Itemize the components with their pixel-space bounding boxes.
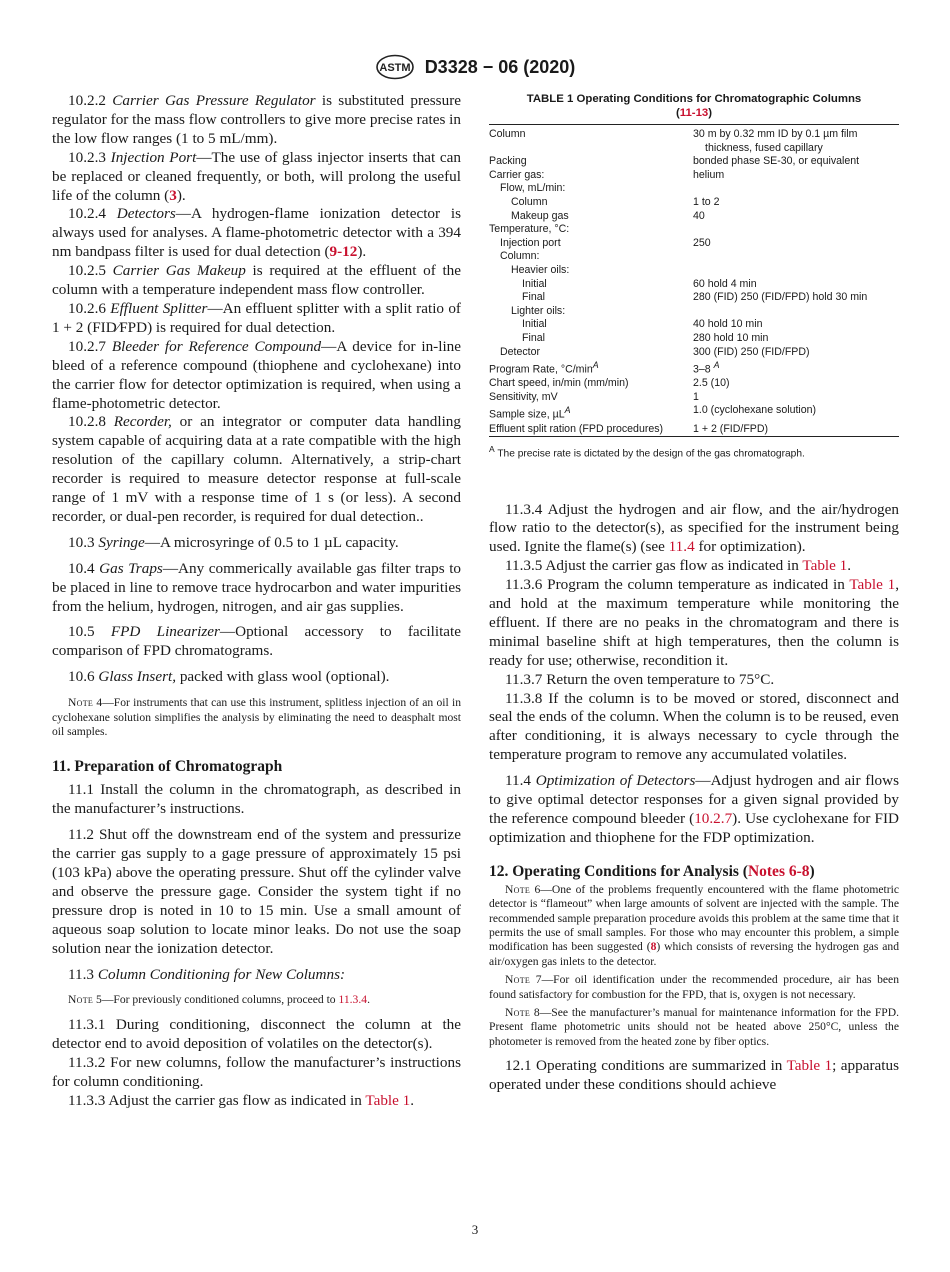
para-11-2: 11.2 Shut off the downstream end of the system and pressurize the carrier gas supply to a gage pressure of approximately 15 psi (103 kPa) above the operating pressure. Shut off the cylinder valve and observe the pressure gage. Consider the system tight if no pressure drop is noted in 10 to 15 min. Use a small amount of aqueous soap solution to locate minor leaks. Do not use the soap solution near the ionization detector. (52, 826, 461, 957)
table-row (489, 223, 899, 237)
table-row (489, 404, 899, 422)
note-6: Note 6—One of the problems frequently encountered with the flame photometric detector is “flameout” when large amounts of solvent are injected with the sample. The recommended sample preparation procedure avoids this problem at the same time that it permits the use of small samples. For those who may encounter this problem, a simple modification has been suggested (8) which consists of reversing the hydrogen gas and air/oxygen gas inlets to the detector. (489, 882, 899, 968)
table-1-footnote: $^A$ The precise rate is dictated by the design of the gas chromatograph. (489, 444, 805, 460)
table-cell-label: Final (522, 291, 545, 304)
table-cell-label: Initial (522, 318, 547, 331)
para-11-1: 11.1 Install the column in the chromatograph, as described in the manufacturer’s instructions. (52, 781, 461, 818)
para-11-3-1: 11.3.1 During conditioning, disconnect the column at the detector end to avoid deposition of volatiles on the detector(s). (52, 1015, 461, 1052)
section-11-heading: 11. Preparation of Chromatograph (52, 758, 283, 776)
document-id: D3328 − 06 (2020) (424, 56, 576, 77)
table-cell-value: 1 (693, 390, 699, 403)
table-row (489, 359, 899, 377)
section-12-heading: 12. Operating Conditions for Analysis (Notes 6-8) (489, 862, 815, 880)
para-11-3-8: 11.3.8 If the column is to be moved or stored, disconnect and seal the ends of the column. When the column is to be reused, even after conditioning, it is always necessary to cycle through the temperature program to remove any accumulated volatiles. (489, 689, 899, 764)
note-8: Note 8—See the manufacturer’s manual for maintenance information for the FPD. Present flame photometric units should not be heated above 250°C, unless the photometer is removed from the heated zone by fiber optics. (489, 1006, 899, 1048)
table-row (489, 278, 899, 292)
para-10-3: 10.3 Syringe—A microsyringe of 0.5 to 1 µL capacity. (68, 533, 399, 551)
table-1-caption: TABLE 1 Operating Conditions for Chromatographic Columns (11-13) (526, 93, 862, 119)
table-cell-label: Makeup gas (511, 209, 569, 222)
para-10-4: 10.4 Gas Traps—Any commerically available gas filter traps to be placed in line to remove trace hydrocarbon and water impurities from the helium, hydrogen, nitrogen, and air gas supplies. (52, 559, 462, 615)
para-11-3-6: 11.3.6 Program the column temperature as indicated in Table 1, and hold at the maximum temperature while monitoring the effluent. If there are no peaks in the chromatogram and there is minimal baseline shift at high temperatures, then the column is ready for use; otherwise, recondition it. (489, 576, 899, 669)
table-cell-label: Program Rate, $^\circ C/\min^A$ (489, 360, 599, 376)
para-10-2-8: 10.2.8 Recorder, or an integrator or computer data handling system capable of acquiring data at a rate compatible with the high resolution of the capillary column. Alternatively, a strip-chart recorder is required to measure detector response at full-scale range of 1 mV with a response time of 1 s (or less). A second recorder, or dual-pen recorder, is required for dual detection.. (52, 413, 461, 525)
table-link[interactable]: Table 1 (786, 1057, 833, 1075)
table-row (489, 169, 899, 183)
para-10-2-7: 10.2.7 Bleeder for Reference Compound—A device for in-line bleed of a reference compound (thiophene and cyclohexane) into the carrier flow for detector optimization is required, when using a flame-photometric detector. (52, 337, 461, 412)
table-cell-value: 300 (FID) 250 (FID/FPD) (693, 345, 810, 358)
table-cell-label: Final (522, 331, 545, 344)
table-cell-label: Effluent split ration (FPD procedures) (489, 423, 691, 437)
table-cell-label: Column: (500, 250, 540, 263)
svg-text:ASTM: ASTM (379, 62, 411, 74)
table-row (489, 332, 899, 346)
right-column (489, 92, 899, 1095)
table-row (489, 305, 899, 319)
table-row (489, 237, 899, 251)
citation-link[interactable]: 8 (650, 940, 657, 954)
table-cell-label: Detector (500, 345, 541, 358)
table-cell-label: Carrier gas: (489, 168, 545, 181)
page-header (0, 54, 950, 80)
table-cell-value: 3–8 $^A$ (693, 360, 720, 376)
table-cell-label: Flow, mL/min: (500, 182, 566, 195)
para-10-6: 10.6 Glass Insert, packed with glass wool (optional). (68, 668, 390, 686)
note-4: Note 4—For instruments that can use this instrument, splitless injection of an oil in cyclohexane solution simplifies the analysis by eliminating the need to deasphalt most oil samples. (52, 696, 461, 738)
table-row (489, 391, 899, 405)
table-cell-value: 280 hold 10 min (693, 331, 769, 344)
astm-logo-icon (375, 54, 415, 80)
table-row (489, 264, 899, 278)
table-cell-label: Lighter oils: (511, 304, 566, 317)
para-10-2-2: 10.2.2 Carrier Gas Pressure Regulator is substituted pressure regulator for the mass flow controllers to give more precise rates in the low flow ranges (1 to 5 mL/mm). (52, 92, 461, 147)
para-10-2-6: 10.2.6 Effluent Splitter—An effluent splitter with a split ratio of 1 + 2 (FID⁄FPD) is required for dual detection. (52, 299, 461, 336)
table-cell-value: 30 m by 0.32 mm ID by 0.1 µm film thickness, fused capillary (691, 125, 899, 156)
table-cell-value: 2.5 (10) (693, 377, 730, 390)
table-cell-value: helium (693, 168, 725, 181)
citation-link[interactable]: 9-12 (329, 243, 358, 261)
table-cell-value: 40 hold 10 min (693, 318, 763, 331)
table-cell-value (691, 182, 899, 196)
table-cell-label: Heavier oils: (511, 263, 570, 276)
table-cell-label: Initial (522, 277, 547, 290)
table-row (489, 182, 899, 196)
table-cell-label: Column (511, 195, 548, 208)
table-cell-label: Temperature, °C: (489, 223, 570, 236)
left-column (52, 92, 461, 1110)
table-cell-value (691, 250, 899, 264)
table-row (489, 250, 899, 264)
table-cell-value: 60 hold 4 min (693, 277, 757, 290)
para-10-5: 10.5 FPD Linearizer—Optional accessory to facilitate comparison of FPD chromatograms. (52, 623, 461, 660)
table-row (489, 346, 899, 360)
table-link[interactable]: Table 1 (802, 557, 848, 575)
table-row (489, 423, 899, 437)
table-row (489, 291, 899, 305)
para-11-4: 11.4 Optimization of Detectors—Adjust hydrogen and air flows to give optimal detector responses for a given signal provided by the reference compound bleeder (10.2.7). Use cyclohexane for FID optimization and thiophene for the FDP optimization. (489, 772, 900, 846)
table-cell-label: Column (489, 125, 691, 156)
table-cell-value (691, 305, 899, 319)
para-11-3-5: 11.3.5 Adjust the carrier gas flow as indicated in Table 1. (505, 557, 852, 575)
table-1 (489, 124, 899, 437)
table-cell-value: 250 (693, 236, 711, 249)
table-cell-value: 40 (693, 209, 705, 222)
table-link[interactable]: Table 1 (849, 576, 896, 594)
section-link[interactable]: 11.3.4 (338, 993, 368, 1007)
section-link[interactable]: 10.2.7 (694, 810, 733, 828)
section-link[interactable]: 11.4 (668, 538, 695, 556)
para-10-2-3: 10.2.3 Injection Port—The use of glass injector inserts that can be replaced or cleaned frequently, or both, will prolong the useful life of the column (3). (52, 148, 461, 204)
note-7: Note 7—For oil identification under the recommended procedure, air has been found satisfactory for combustion for the FPD, that is, oxygen is not necessary. (489, 973, 899, 1001)
para-11-3-3: 11.3.3 Adjust the carrier gas flow as indicated in Table 1. (68, 1091, 415, 1109)
table-row (489, 196, 899, 210)
citation-link[interactable]: 11-13 (679, 107, 709, 119)
page-number: 3 (471, 1222, 479, 1237)
table-row (489, 125, 899, 156)
table-cell-label: Packing (489, 155, 527, 168)
table-link[interactable]: Table 1 (365, 1091, 411, 1109)
table-cell-value: 1 + 2 (FID/FPD) (691, 423, 899, 437)
para-11-3-2: 11.3.2 For new columns, follow the manufacturer’s instructions for column conditioning. (52, 1053, 461, 1090)
table-cell-value (691, 264, 899, 278)
table-cell-value: 1 to 2 (693, 195, 720, 208)
table-row (489, 210, 899, 224)
table-cell-label: Sample size, µL$^A$ (489, 405, 571, 421)
note-5: Note 5—For previously conditioned columns, proceed to 11.3.4. (68, 993, 370, 1007)
para-10-2-4: 10.2.4 Detectors—A hydrogen-flame ionization detector is always used for analyses. A flame-photometric detector with a 394 nm bandpass filter is used for dual detection (9-12). (52, 205, 461, 261)
para-10-2-5: 10.2.5 Carrier Gas Makeup is required at the effluent of the column with a temperature independent mass flow controller. (52, 262, 461, 299)
table-row (489, 318, 899, 332)
table-cell-value: bonded phase SE-30, or equivalent (693, 155, 860, 168)
para-11-3: 11.3 Column Conditioning for New Columns: (68, 965, 346, 983)
table-row (489, 155, 899, 169)
table-cell-value: 280 (FID) 250 (FID/FPD) hold 30 min (693, 291, 868, 304)
table-cell-value: 1.0 (cyclohexane solution) (693, 404, 817, 417)
para-12-1: 12.1 Operating conditions are summarized in Table 1; apparatus operated under these conditions should achieve (489, 1057, 899, 1094)
table-row (489, 377, 899, 391)
citation-link[interactable]: 3 (169, 186, 177, 204)
table-cell-label: Chart speed, in/min (mm/min) (489, 377, 629, 390)
table-cell-value (691, 223, 899, 237)
para-11-3-7: 11.3.7 Return the oven temperature to 75°C. (505, 670, 775, 688)
notes-link[interactable]: Notes 6-8 (747, 862, 810, 880)
table-cell-label: Injection port (500, 236, 561, 249)
table-cell-label: Sensitivity, mV (489, 390, 558, 403)
para-11-3-4: 11.3.4 Adjust the hydrogen and air flow, and the air/hydrogen flow ratio to the detector(s), as specified for the instrument being used. Ignite the flame(s) (see 11.4 for optimization). (489, 500, 899, 556)
